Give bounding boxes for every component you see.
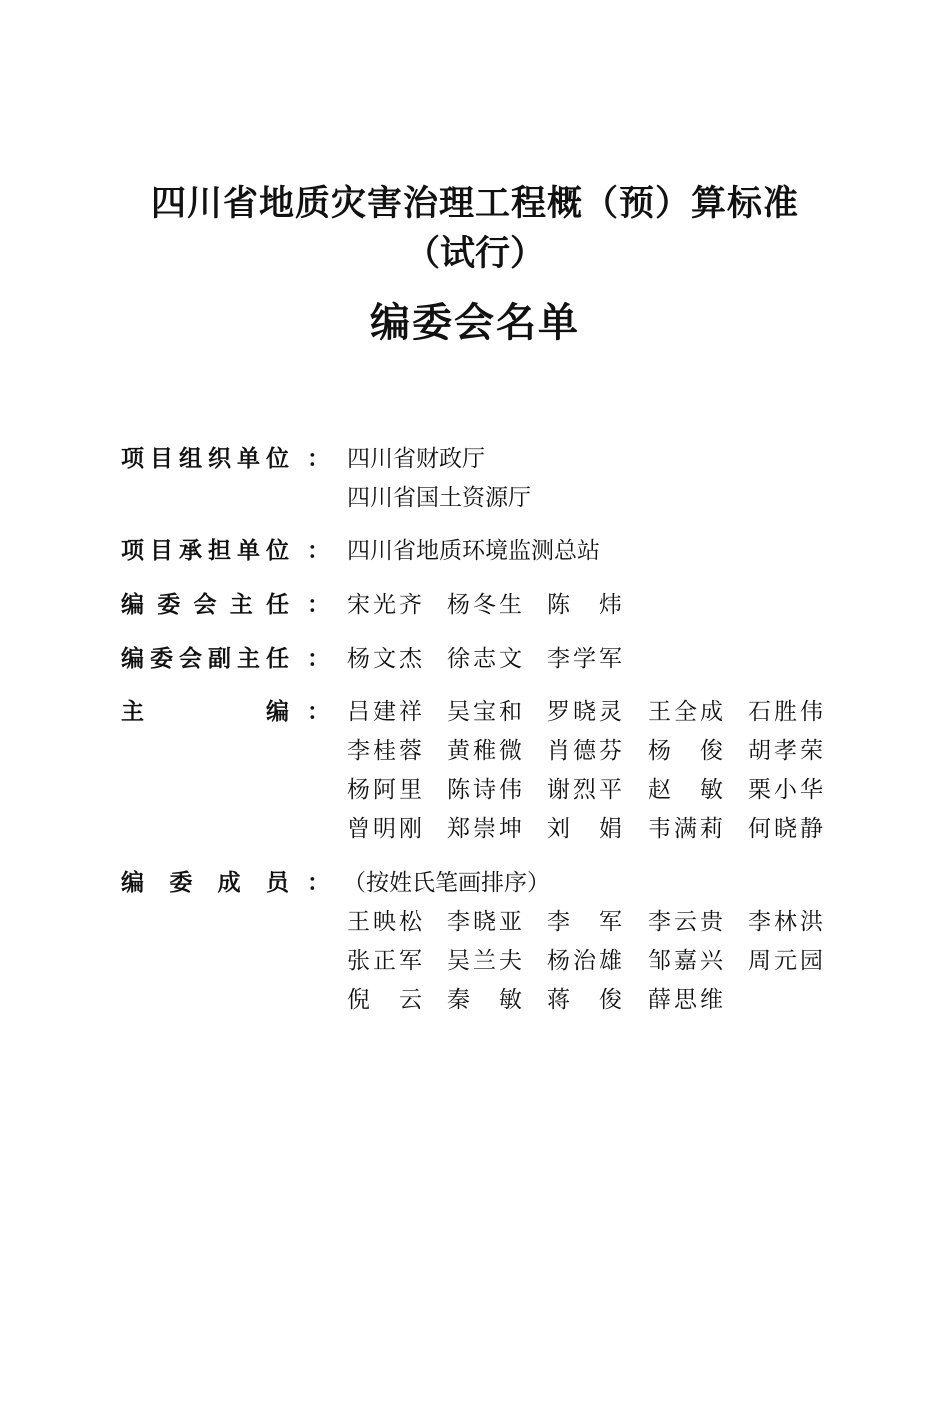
section-label-org-unit: 项 目 组 织 单 位	[121, 446, 289, 472]
person-name: 宋 光 齐	[347, 592, 422, 618]
person-name: 王 全 成	[648, 699, 723, 725]
person-name: 刘 娟	[547, 816, 622, 842]
person-name: 杨 阿 里	[347, 777, 422, 803]
section-label-undertaking-unit: 项 目 承 担 单 位	[121, 538, 289, 564]
label-colon: ：	[307, 699, 330, 725]
person-name: 杨 俊	[648, 738, 723, 764]
label-colon: ：	[307, 538, 330, 564]
person-name: 郑 崇 坤	[447, 816, 522, 842]
person-name: 吴 宝 和	[447, 699, 522, 725]
organization-name: 四川省地质环境监测总站	[347, 538, 600, 564]
label-colon: ：	[307, 446, 330, 472]
person-name: 倪 云	[347, 987, 422, 1013]
organization-name: 四川省财政厅	[347, 446, 485, 472]
person-name: 李 云 贵	[648, 909, 723, 935]
person-name: 王 映 松	[347, 909, 422, 935]
person-name: 谢 烈 平	[547, 777, 622, 803]
organization-name: 四川省国土资源厅	[347, 485, 531, 511]
section-label-director: 编 委 会 主 任	[121, 592, 289, 618]
person-name: 栗 小 华	[748, 777, 823, 803]
person-name: 杨 文 杰	[347, 646, 422, 672]
document-title: 四川省地质灾害治理工程概（预）算标准	[150, 184, 799, 224]
person-name: 陈 诗 伟	[447, 777, 522, 803]
person-name: 李 桂 蓉	[347, 738, 422, 764]
person-name: 胡 孝 荣	[748, 738, 823, 764]
person-name: 蒋 俊	[547, 987, 622, 1013]
person-name: 杨 冬 生	[447, 592, 522, 618]
person-name: 秦 敏	[447, 987, 522, 1013]
person-name: 李 学 军	[547, 646, 622, 672]
person-name: 陈 炜	[547, 592, 622, 618]
person-name: 何 晓 静	[748, 816, 823, 842]
person-name: 李 林 洪	[748, 909, 823, 935]
label-colon: ：	[307, 870, 330, 896]
label-colon: ：	[307, 646, 330, 672]
person-name: 韦 满 莉	[648, 816, 723, 842]
person-name: 杨 治 雄	[547, 948, 622, 974]
person-name: 曾 明 刚	[347, 816, 422, 842]
section-label-members: 编 委 成 员	[121, 870, 289, 896]
label-colon: ：	[307, 592, 330, 618]
sort-order-note: （按姓氏笔画排序）	[343, 870, 550, 896]
person-name: 李 军	[547, 909, 622, 935]
person-name: 罗 晓 灵	[547, 699, 622, 725]
document-title-suffix: （试行）	[404, 234, 545, 274]
person-name: 张 正 军	[347, 948, 422, 974]
person-name: 石 胜 伟	[748, 699, 823, 725]
section-label-deputy-director: 编 委 会 副 主 任	[121, 646, 289, 672]
person-name: 黄 稚 微	[447, 738, 522, 764]
person-name: 薛 思 维	[648, 987, 723, 1013]
person-name: 赵 敏	[648, 777, 723, 803]
person-name: 吴 兰 夫	[447, 948, 522, 974]
section-label-chief-editor: 主 编	[121, 699, 289, 725]
person-name: 吕 建 祥	[347, 699, 422, 725]
person-name: 肖 德 芬	[547, 738, 622, 764]
person-name: 李 晓 亚	[447, 909, 522, 935]
document-subtitle: 编委会名单	[370, 300, 580, 346]
person-name: 邹 嘉 兴	[648, 948, 723, 974]
person-name: 周 元 园	[748, 948, 823, 974]
person-name: 徐 志 文	[447, 646, 522, 672]
